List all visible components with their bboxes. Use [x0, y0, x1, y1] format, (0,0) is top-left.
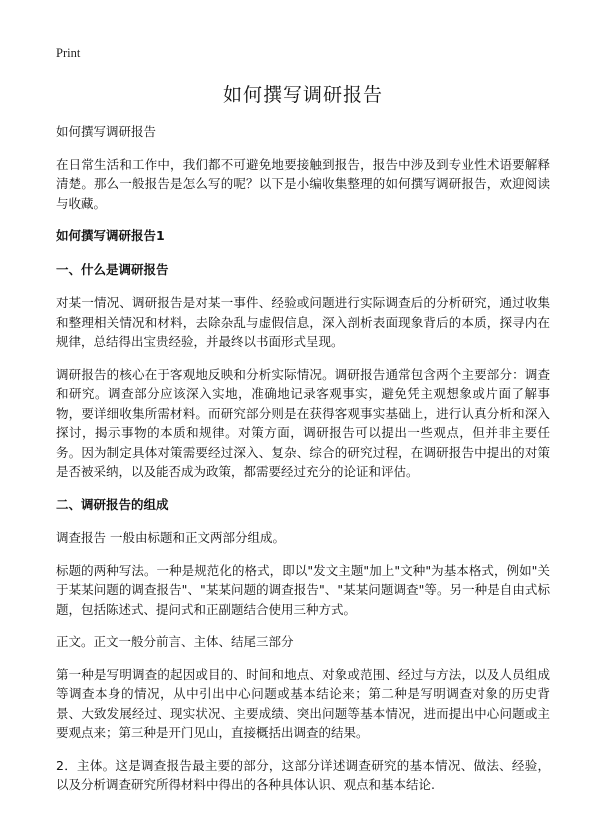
part2-paragraph-2: 标题的两种写法。一种是规范化的格式，即以"发文主题"加上"文种"为基本格式，例如"关于某某问题的调查报告"、"某某问题的调查报告"、"某某问题调查"等。另一种是自由式标题，包括陈述式、提问式和正副题结合使用三种方式。 [56, 562, 550, 617]
section-title: 如何撰写调研报告1 [56, 228, 165, 243]
print-link[interactable]: Print [56, 46, 81, 60]
part2-paragraph-4: 第一种是写明调查的起因或目的、时间和地点、对象或范围、经过与方法，以及人员组成等调查本身的情况，从中引出中心问题或基本结论来；第二种是写明调查对象的历史背景、大致发展经过、现实状况、主要成绩、突出问题等基本情况，进而提出中心问题或主要观点来；第三种是开门见山，直接概括出调查的结果。 [56, 666, 550, 740]
article-subtitle: 如何撰写调研报告 [56, 124, 157, 139]
part1-paragraph-2: 调研报告的核心在于客观地反映和分析实际情况。调研报告通常包含两个主要部分：调查和研究。调查部分应该深入实地，准确地记录客观事实，避免凭主观想象或片面了解事物，要详细收集所需材料。而研究部分则是在获得客观事实基础上，进行认真分析和深入探讨，揭示事物的本质和规律。对策方面，调研报告可以提出一些观点，但并非主要任务。因为制定具体对策需要经过深入、复杂、综合的研究过程，在调研报告中提出的对策是否被采纳，以及能否成为政策，都需要经过充分的论证和评估。 [56, 366, 550, 479]
part2-paragraph-5: 2．主体。这是调查报告最主要的部分，这部分详述调查研究的基本情况、做法、经验，以及分析调查研究所得材料中得出的各种具体认识、观点和基本结论. [56, 757, 550, 792]
part1-paragraph-1: 对某一情况、调研报告是对某一事件、经验或问题进行实际调查后的分析研究，通过收集和整理相关情况和材料，去除杂乱与虚假信息，深入剖析表面现象背后的本质，探寻内在规律，总结得出宝贵经验，并最终以书面形式呈现。 [56, 295, 550, 349]
part2-heading: 二、调研报告的组成 [56, 496, 169, 512]
part2-paragraph-3: 正文。正文一般分前言、主体、结尾三部分 [56, 634, 294, 649]
intro-paragraph: 在日常生活和工作中，我们都不可避免地要接触到报告，报告中涉及到专业性术语要解释清楚。那么一般报告是怎么写的呢？以下是小编收集整理的如何撰写调研报告，欢迎阅读与收藏。 [56, 156, 550, 211]
page-title: 如何撰写调研报告 [222, 84, 383, 106]
article-body [56, 122, 550, 808]
part2-paragraph-1: 调查报告 一般由标题和正文两部分组成。 [56, 530, 285, 545]
part1-heading: 一、什么是调研报告 [56, 261, 169, 277]
